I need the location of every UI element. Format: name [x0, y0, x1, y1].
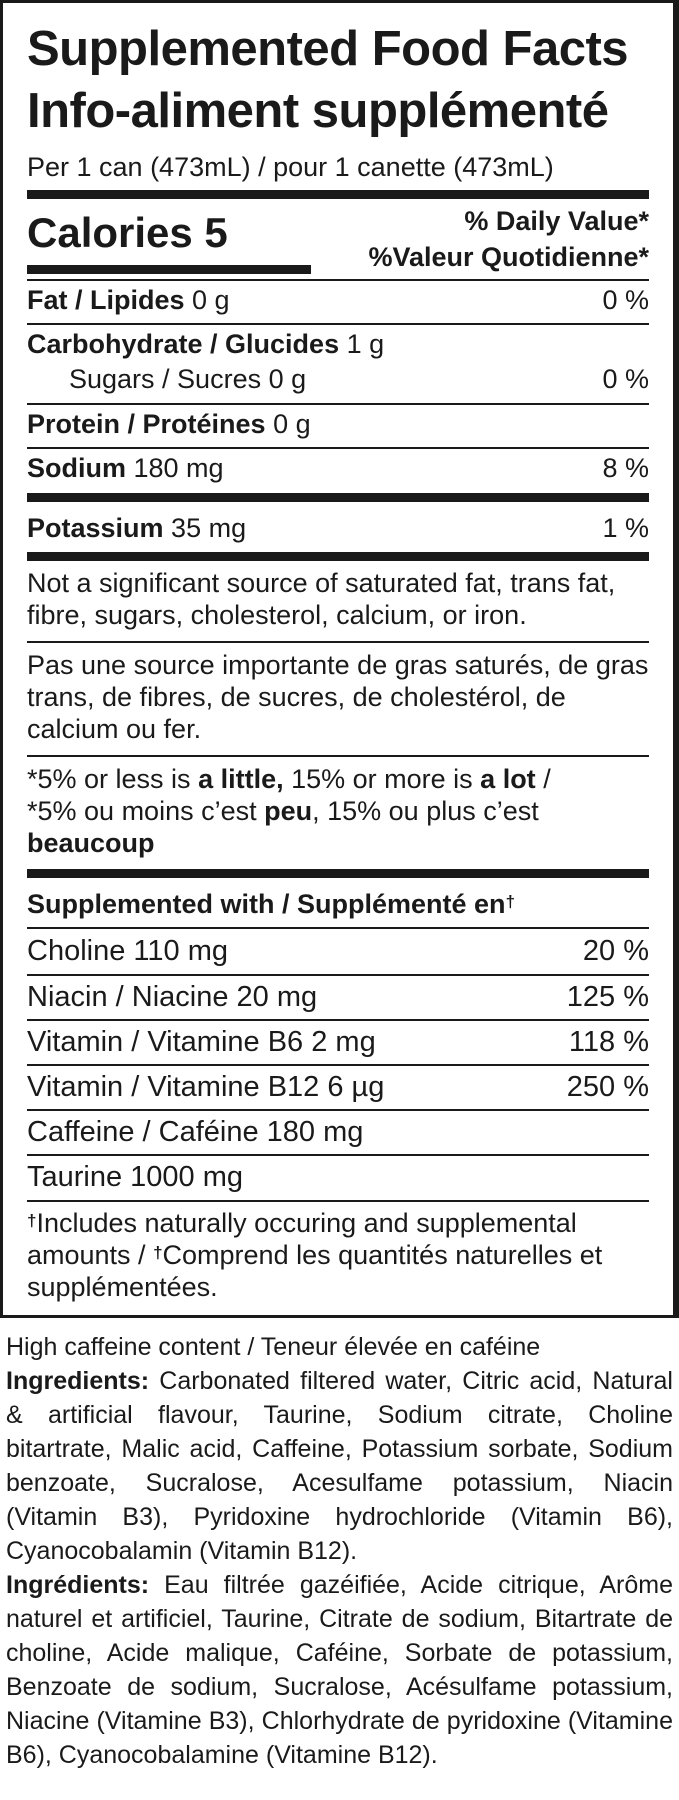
divider-thick — [27, 552, 649, 561]
ingredients-french: Ingrédients: Eau filtrée gazéifiée, Acide citrique, Arôme naturel et artificiel, Taurine, Citrate de sodium, Bitartrate de choline, Acide malique, Caféine, Sorbate de potassium, Benzoate de sodium, Sucralose, Acésulfame potassium, Niacine (Vitamine B3), Chlorhydrate de pyridoxine (Vitamine B6), Cyanocobalamine (Vitamine B12). — [6, 1571, 673, 1769]
protein-label: Protein / Protéines — [27, 409, 266, 439]
daily-value-header-en: % Daily Value* — [464, 206, 649, 236]
supplement-dv: 250 % — [566, 1071, 649, 1103]
row-protein — [27, 408, 649, 440]
supplement-row — [27, 1161, 649, 1193]
ingredients-french-label: Ingrédients: — [6, 1571, 150, 1599]
supplement-dv: 125 % — [566, 981, 649, 1013]
divider — [27, 641, 649, 643]
sodium-dv: 8 % — [602, 453, 649, 483]
divider — [27, 1109, 649, 1111]
calories-bar — [27, 265, 311, 274]
divider-thick — [27, 869, 649, 878]
divider-thick — [27, 190, 649, 199]
supplement-label: Choline 110 mg — [27, 935, 228, 967]
supplement-dv: 20 % — [582, 935, 649, 967]
supplement-label: Niacin / Niacine 20 mg — [27, 981, 318, 1013]
supplement-label: Taurine 1000 mg — [27, 1161, 244, 1193]
supplement-row — [27, 1116, 649, 1148]
supplement-label: Vitamin / Vitamine B12 6 µg — [27, 1071, 385, 1103]
row-fat — [27, 284, 649, 316]
potassium-label: Potassium — [27, 513, 164, 543]
sodium-label: Sodium — [27, 453, 126, 483]
calories: Calories 5 — [27, 209, 228, 256]
sodium-amount: 180 mg — [126, 453, 224, 483]
row-sodium — [27, 452, 649, 484]
dagger-mark: † — [27, 1211, 37, 1230]
title-english: Supplemented Food Facts — [27, 22, 629, 76]
divider — [27, 403, 649, 405]
potassium-dv: 1 % — [602, 513, 649, 543]
row-sugars — [27, 363, 649, 395]
divider — [27, 1064, 649, 1066]
supplement-row — [27, 981, 649, 1013]
divider — [27, 1154, 649, 1156]
row-carbohydrate — [27, 328, 649, 360]
fat-amount: 0 g — [184, 285, 230, 315]
ingredients-english: Ingredients: Carbonated filtered water, Citric acid, Natural & artificial flavour, Taurine, Sodium citrate, Choline bitartrate, Malic acid, Caffeine, Potassium sorbate, Sodium benzoate, Sucralose, Acesulfame potassium, Niacin (Vitamin B3), Pyridoxine hydrochloride (Vitamin B6), Cyanocobalamin (Vitamin B12). — [6, 1367, 673, 1565]
not-significant-english: Not a significant source of saturated fat, trans fat, fibre, sugars, cholesterol, calcium, or iron. — [27, 568, 616, 630]
includes-footnote: †Includes naturally occuring and supplemental amounts / †Comprend les quantités naturelles et supplémentées. — [27, 1208, 603, 1302]
divider — [27, 974, 649, 976]
not-significant-french: Pas une source importante de gras saturés, de gras trans, de fibres, de sucres, de cholestérol, de calcium ou fer. — [27, 650, 649, 744]
dagger-mark: † — [153, 1243, 163, 1262]
divider — [27, 927, 649, 929]
supplement-row — [27, 1026, 649, 1058]
ingredients-english-label: Ingredients: — [6, 1367, 150, 1395]
supplement-label: Vitamin / Vitamine B6 2 mg — [27, 1026, 376, 1058]
supplement-row — [27, 1071, 649, 1103]
panel-content — [27, 3, 649, 1315]
title-french: Info-aliment supplémenté — [27, 84, 609, 138]
ingredients-section — [6, 1330, 673, 1772]
supplement-row — [27, 935, 649, 967]
divider — [27, 323, 649, 325]
caffeine-warning: High caffeine content / Teneur élevée en caféine — [6, 1333, 541, 1361]
serving-size: Per 1 can (473mL) / pour 1 canette (473mL) — [27, 152, 554, 182]
divider — [27, 447, 649, 449]
fat-label: Fat / Lipides — [27, 285, 185, 315]
fat-dv: 0 % — [602, 285, 649, 315]
dagger-mark: † — [505, 892, 516, 911]
divider — [27, 279, 649, 281]
carbohydrate-amount: 1 g — [339, 329, 385, 359]
supplemented-header-label: Supplemented with / Supplémenté en — [27, 889, 506, 919]
supplement-label: Caffeine / Caféine 180 mg — [27, 1116, 364, 1148]
carbohydrate-label: Carbohydrate / Glucides — [27, 329, 340, 359]
daily-value-footnote: *5% or less is a little, 15% or more is a lot / *5% ou moins c’est peu, 15% ou plus c’est beaucoup — [27, 764, 551, 858]
daily-value-header-fr: %Valeur Quotidienne* — [368, 242, 649, 272]
protein-amount: 0 g — [265, 409, 311, 439]
potassium-amount: 35 mg — [163, 513, 247, 543]
divider-thick — [27, 493, 649, 502]
row-potassium — [27, 512, 649, 544]
divider — [27, 1200, 649, 1202]
divider — [27, 755, 649, 757]
sugars-label: Sugars / Sucres 0 g — [69, 364, 307, 394]
supplemented-header — [27, 888, 649, 920]
supplement-dv: 118 % — [568, 1026, 649, 1058]
divider — [27, 1019, 649, 1021]
sugars-dv: 0 % — [602, 364, 649, 394]
